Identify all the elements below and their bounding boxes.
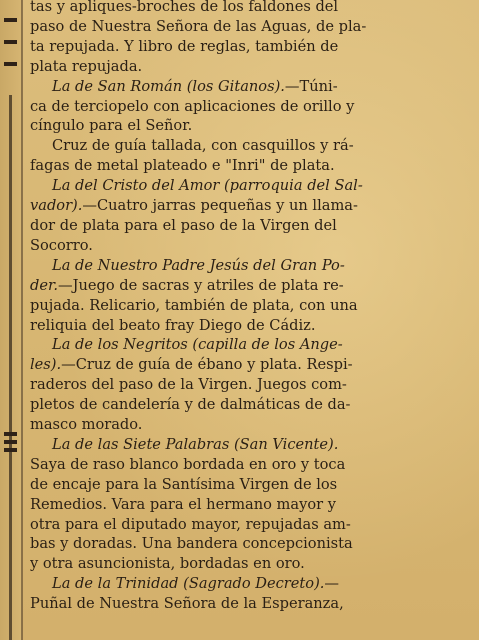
text-line [30, 495, 438, 515]
italic-heading-segment: vador). [30, 197, 83, 215]
text-line [30, 455, 438, 475]
text-line [30, 355, 438, 375]
text-line [30, 77, 438, 97]
text-line [30, 256, 438, 276]
margin-mark [4, 432, 17, 436]
text-line [30, 435, 438, 455]
italic-heading-segment: La de las Siete Palabras (San Vicente). [52, 435, 339, 453]
text-segment: otra para el diputado mayor, repujadas am- [30, 515, 351, 533]
text-line [30, 594, 438, 614]
text-line [30, 136, 438, 156]
text-segment: pujada. Relicario, también de plata, con una [30, 296, 358, 314]
text-segment: paso de Nuestra Señora de las Aguas, de pla- [30, 17, 367, 35]
text-segment: —Túni- [284, 77, 338, 95]
left-margin-gutter [0, 0, 22, 640]
text-segment: y otra asuncionista, bordadas en oro. [30, 555, 305, 573]
text-line [30, 375, 438, 395]
text-line [30, 415, 438, 435]
text-segment: — [324, 575, 340, 593]
text-line [30, 196, 438, 216]
margin-mark [4, 62, 17, 66]
margin-rule [9, 95, 12, 640]
text-line [30, 276, 438, 296]
margin-mark [4, 40, 17, 44]
text-line [30, 97, 438, 117]
text-segment: Remedios. Vara para el hermano mayor y [30, 495, 336, 513]
text-segment: cíngulo para el Señor. [30, 117, 193, 135]
text-segment: —Cruz de guía de ébano y plata. Respi- [61, 356, 353, 374]
text-segment: Puñal de Nuestra Señora de la Esperanza, [30, 595, 344, 613]
text-segment: Cruz de guía tallada, con casquillos y rá- [52, 137, 354, 155]
text-line [30, 554, 438, 574]
text-segment: masco morado. [30, 416, 143, 434]
text-segment: —Cuatro jarras pequeñas y un llama- [82, 197, 358, 215]
text-line [30, 57, 438, 77]
text-line [30, 17, 438, 37]
text-segment: Saya de raso blanco bordada en oro y toca [30, 455, 346, 473]
text-line [30, 37, 438, 57]
text-segment: dor de plata para el paso de la Virgen del [30, 216, 337, 234]
text-line [30, 236, 438, 256]
text-segment: —Juego de sacras y atriles de plata re- [58, 276, 344, 294]
text-segment: tas y apliques-broches de los faldones del [30, 0, 339, 15]
text-line [30, 515, 438, 535]
text-segment: ca de terciopelo con aplicaciones de orillo y [30, 97, 355, 115]
italic-heading-segment: der. [30, 276, 58, 294]
text-segment: Socorro. [30, 236, 93, 254]
margin-mark [4, 440, 17, 444]
text-line [30, 534, 438, 554]
text-segment: ta repujada. Y libro de reglas, también de [30, 37, 339, 55]
text-line [30, 116, 438, 136]
text-segment: de encaje para la Santísima Virgen de los [30, 475, 338, 493]
text-segment: raderos del paso de la Virgen. Juegos com- [30, 376, 347, 394]
text-segment: bas y doradas. Una bandera concepcionista [30, 535, 353, 553]
italic-heading-segment: La de la Trinidad (Sagrado Decreto). [52, 575, 325, 593]
column-rule [21, 0, 23, 640]
text-segment: reliquia del beato fray Diego de Cádiz. [30, 316, 316, 334]
italic-heading-segment: les). [30, 356, 62, 374]
italic-heading-segment: La de los Negritos (capilla de los Ange- [52, 336, 343, 354]
text-segment: fagas de metal plateado e "Inri" de plata. [30, 157, 335, 175]
margin-mark [4, 18, 17, 22]
italic-heading-segment: La de San Román (los Gitanos). [52, 77, 285, 95]
text-line [30, 395, 438, 415]
italic-heading-segment: La de Nuestro Padre Jesús del Gran Po- [52, 256, 345, 274]
text-line [30, 475, 438, 495]
text-line [30, 0, 438, 17]
text-line [30, 176, 438, 196]
text-segment: pletos de candelería y de dalmáticas de da- [30, 396, 351, 414]
italic-heading-segment: La del Cristo del Amor (parroquia del Sal- [52, 177, 363, 195]
article-text [30, 0, 438, 614]
text-line [30, 296, 438, 316]
text-line [30, 335, 438, 355]
text-line [30, 316, 438, 336]
text-line [30, 156, 438, 176]
text-line [30, 574, 438, 594]
text-segment: plata repujada. [30, 57, 143, 75]
text-line [30, 216, 438, 236]
margin-mark [4, 448, 17, 452]
